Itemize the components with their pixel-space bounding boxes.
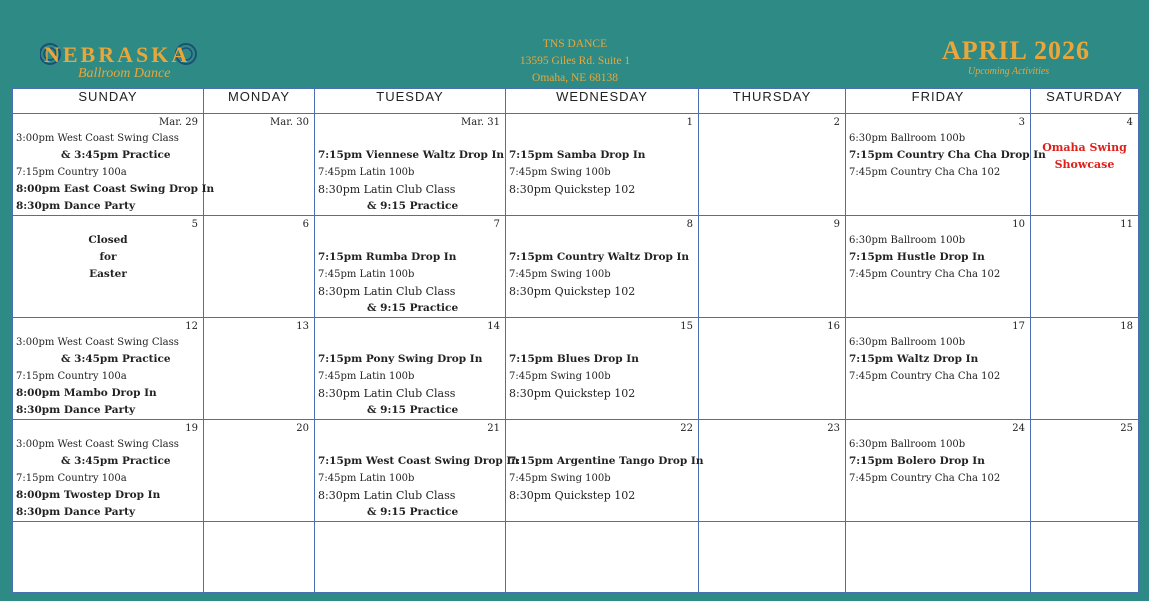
studio-address-line2: Omaha, NE 68138 [532, 72, 618, 84]
event: & 9:15 Practice [367, 404, 459, 416]
event: 8:30pm Dance Party [16, 200, 136, 212]
event: 8:30pm Latin Club Class [318, 387, 456, 400]
day-number: Mar. 29 [159, 117, 198, 128]
day-number: 7 [493, 219, 500, 230]
calendar-grid [12, 88, 1139, 593]
day-cell[interactable] [13, 420, 204, 522]
week-row [13, 318, 1139, 420]
event: Closed [88, 234, 128, 246]
event: 6:30pm Ballroom 100b [849, 337, 966, 348]
day-cell[interactable] [204, 318, 315, 420]
event: & 3:45pm Practice [61, 353, 171, 365]
event: 8:30pm Dance Party [16, 506, 136, 518]
day-cell-empty [204, 522, 315, 593]
event: & 3:45pm Practice [61, 455, 171, 467]
day-cell[interactable] [699, 318, 846, 420]
event: 7:45pm Swing 100b [509, 371, 611, 382]
day-cell[interactable] [204, 114, 315, 216]
day-number: Mar. 31 [461, 117, 500, 128]
day-number: 2 [833, 117, 840, 128]
weekday-header-row [13, 89, 1139, 114]
event: 6:30pm Ballroom 100b [849, 439, 966, 450]
closed-notice [13, 232, 203, 283]
event: & 9:15 Practice [367, 302, 459, 314]
event: 8:30pm Latin Club Class [318, 183, 456, 196]
day-number: 25 [1120, 423, 1133, 434]
event: 7:45pm Swing 100b [509, 167, 611, 178]
day-number: 23 [827, 423, 840, 434]
day-number: 5 [191, 219, 198, 230]
event: 7:45pm Latin 100b [318, 269, 415, 280]
month-heading [930, 36, 1120, 86]
event: 6:30pm Ballroom 100b [849, 235, 966, 246]
event: 7:15pm Waltz Drop In [849, 353, 979, 365]
day-cell-empty [699, 522, 846, 593]
event: 7:45pm Swing 100b [509, 269, 611, 280]
event: 8:30pm Dance Party [16, 404, 136, 416]
nebraska-ballroom-logo [40, 38, 200, 88]
day-cell[interactable] [1031, 114, 1139, 216]
day-number: 24 [1012, 423, 1025, 434]
weekday-header: FRIDAY [846, 89, 1031, 114]
week-row [13, 420, 1139, 522]
day-number: 1 [686, 117, 693, 128]
event: 3:00pm West Coast Swing Class [16, 439, 179, 450]
day-number: 18 [1120, 321, 1133, 332]
event: 7:15pm Rumba Drop In [318, 251, 457, 263]
event: 8:30pm Latin Club Class [318, 285, 456, 298]
weekday-header: SUNDAY [13, 89, 204, 114]
event: Showcase [1054, 158, 1115, 171]
event: Omaha Swing [1042, 141, 1127, 154]
weekday-header: MONDAY [204, 89, 315, 114]
event: Easter [89, 268, 127, 280]
day-cell[interactable] [13, 114, 215, 216]
day-cell-empty [315, 522, 506, 593]
event: & 3:45pm Practice [61, 149, 171, 161]
day-cell[interactable] [506, 420, 704, 522]
day-cell[interactable] [846, 216, 1031, 318]
event: 7:45pm Country Cha Cha 102 [849, 167, 1001, 178]
day-cell[interactable] [13, 318, 204, 420]
day-number: 11 [1120, 219, 1133, 230]
day-number: 16 [827, 321, 840, 332]
day-cell[interactable] [315, 114, 506, 216]
day-cell[interactable] [204, 216, 315, 318]
day-cell[interactable] [315, 216, 506, 318]
day-number: 8 [686, 219, 693, 230]
event: 7:15pm Viennese Waltz Drop In [318, 149, 505, 161]
event: 7:15pm Country 100a [16, 167, 127, 178]
day-cell[interactable] [315, 420, 519, 522]
day-number: 17 [1012, 321, 1025, 332]
event: 8:30pm Quickstep 102 [509, 387, 636, 400]
event: & 9:15 Practice [367, 200, 459, 212]
event: 7:45pm Latin 100b [318, 167, 415, 178]
weekday-header: TUESDAY [315, 89, 506, 114]
weekday-header: THURSDAY [699, 89, 846, 114]
day-number: 21 [487, 423, 500, 434]
event: 8:30pm Quickstep 102 [509, 183, 636, 196]
day-cell[interactable] [1031, 318, 1139, 420]
studio-address-line1: 13595 Giles Rd. Suite 1 [519, 55, 631, 67]
event: 8:30pm Latin Club Class [318, 489, 456, 502]
event: 6:30pm Ballroom 100b [849, 133, 966, 144]
event: 7:45pm Latin 100b [318, 371, 415, 382]
day-cell[interactable] [699, 216, 846, 318]
day-number: 6 [302, 219, 309, 230]
week-row [13, 114, 1139, 216]
day-number: 15 [680, 321, 693, 332]
day-number: 20 [296, 423, 309, 434]
event: 7:45pm Latin 100b [318, 473, 415, 484]
event: 3:00pm West Coast Swing Class [16, 337, 179, 348]
event: 7:15pm Pony Swing Drop In [318, 353, 483, 365]
event: 8:00pm East Coast Swing Drop In [16, 183, 215, 195]
event: 8:00pm Mambo Drop In [16, 387, 157, 399]
event: for [99, 251, 117, 263]
day-number: 3 [1018, 117, 1025, 128]
event: 7:15pm Blues Drop In [509, 353, 639, 365]
day-cell[interactable] [699, 114, 846, 216]
day-cell-empty [1031, 522, 1139, 593]
day-cell[interactable] [506, 216, 699, 318]
day-number: Mar. 30 [270, 117, 309, 128]
logo-text: NEBRASKA [44, 42, 191, 67]
day-cell-empty [506, 522, 699, 593]
event: 7:15pm Country Waltz Drop In [509, 251, 689, 263]
logo-tagline: Ballroom Dance [78, 66, 171, 81]
event: 7:45pm Swing 100b [509, 473, 611, 484]
weekday-header: SATURDAY [1031, 89, 1139, 114]
day-cell-empty [846, 522, 1031, 593]
event: 8:30pm Quickstep 102 [509, 285, 636, 298]
day-cell[interactable] [315, 318, 506, 420]
day-number: 22 [680, 423, 693, 434]
day-cell[interactable] [1031, 216, 1139, 318]
week-row [13, 522, 1139, 593]
event: 7:15pm Bolero Drop In [849, 455, 985, 467]
month-subtitle: Upcoming Activities [968, 66, 1050, 77]
event: & 9:15 Practice [367, 506, 459, 518]
day-cell[interactable] [506, 114, 699, 216]
day-cell[interactable] [846, 420, 1031, 522]
event: 7:15pm Samba Drop In [509, 149, 646, 161]
day-cell[interactable] [1031, 420, 1139, 522]
day-number: 13 [296, 321, 309, 332]
event: 7:15pm Country 100a [16, 371, 127, 382]
day-cell-empty [13, 522, 204, 593]
day-cell[interactable] [13, 216, 204, 318]
day-cell[interactable] [846, 114, 1046, 216]
day-cell[interactable] [699, 420, 846, 522]
day-cell[interactable] [204, 420, 315, 522]
event: 8:00pm Twostep Drop In [16, 489, 161, 501]
event: 7:15pm Country Cha Cha Drop In [849, 149, 1046, 161]
event: 8:30pm Quickstep 102 [509, 489, 636, 502]
day-number: 12 [185, 321, 198, 332]
event: 7:15pm Argentine Tango Drop In [509, 455, 704, 467]
studio-name: TNS DANCE [542, 38, 608, 50]
event: 7:45pm Country Cha Cha 102 [849, 473, 1001, 484]
day-number: 10 [1012, 219, 1025, 230]
event: 7:15pm West Coast Swing Drop In [318, 455, 519, 467]
day-number: 14 [487, 321, 500, 332]
day-number: 9 [833, 219, 840, 230]
day-cell[interactable] [846, 318, 1031, 420]
event: 7:45pm Country Cha Cha 102 [849, 371, 1001, 382]
event: 7:15pm Hustle Drop In [849, 251, 985, 263]
day-number: 4 [1126, 117, 1133, 128]
event: 3:00pm West Coast Swing Class [16, 133, 179, 144]
studio-info [470, 36, 680, 87]
special-event [1031, 130, 1138, 173]
month-title: APRIL 2026 [942, 36, 1090, 65]
day-cell[interactable] [506, 318, 699, 420]
day-number: 19 [185, 423, 198, 434]
event: 7:15pm Country 100a [16, 473, 127, 484]
week-row [13, 216, 1139, 318]
event: 7:45pm Country Cha Cha 102 [849, 269, 1001, 280]
weekday-header: WEDNESDAY [506, 89, 699, 114]
